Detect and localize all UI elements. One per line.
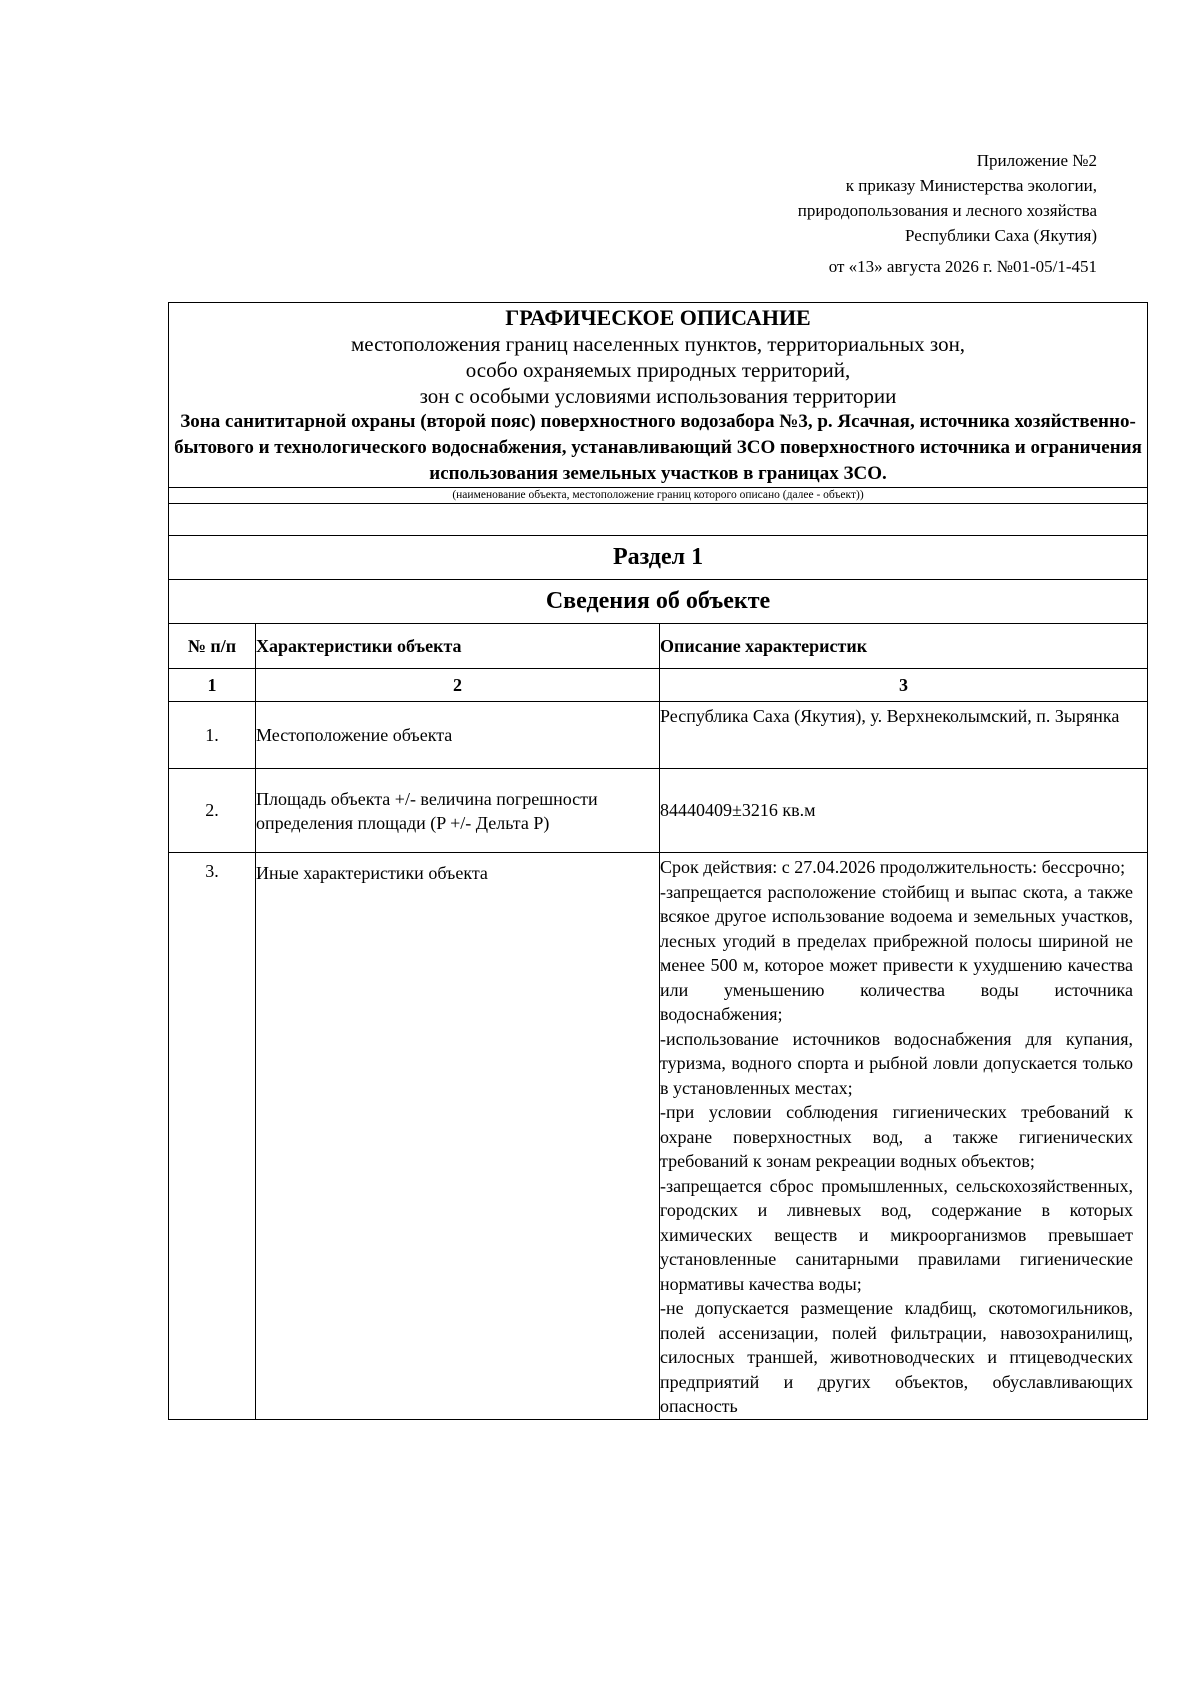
row-description — [660, 702, 1148, 769]
row-characteristic: Площадь объекта +/- величина погрешности определения площади (P +/- Дельта P) — [256, 769, 660, 853]
column-header: Характеристики объекта — [256, 624, 660, 669]
description-paragraph: -запрещается расположение стойбищ и выпас скота, а также всякое другое использование водоема и земельных участков, лесных угодий в пределах прибрежной полосы шириной не менее 500 м, которое может привести к ухудшению качества или уменьшению количества воды источника водоснабжения; — [660, 881, 1134, 1024]
row-characteristic: Местоположение объекта — [256, 702, 660, 769]
subsection-title: Сведения об объекте — [169, 580, 1148, 624]
description-table — [168, 302, 1148, 1420]
description-paragraph: Срок действия: с 27.04.2026 продолжительность: бессрочно; — [660, 857, 1126, 877]
object-name: Зона санититарной охраны (второй пояс) поверхностного водозабора №3, р. Ясачная, источника хозяйственно-бытового и технологического водоснабжения, устанавливающий ЗСО поверхностного источника и ограничения использования земельных участков в границах ЗСО. — [174, 411, 1142, 484]
document-header — [597, 148, 1097, 279]
document-title: ГРАФИЧЕСКОЕ ОПИСАНИЕ — [505, 305, 811, 330]
column-number: 2 — [256, 669, 660, 702]
object-caption: (наименование объекта, местоположение границ которого описано (далее - объект)) — [169, 488, 1148, 504]
table-row — [169, 853, 1148, 1420]
table-row — [169, 702, 1148, 769]
header-line: Республики Саха (Якутия) — [904, 226, 1097, 245]
header-line: Приложение №2 — [976, 151, 1097, 170]
section-title: Раздел 1 — [169, 536, 1148, 580]
row-description — [660, 853, 1148, 1420]
description-paragraph: -не допускается размещение кладбищ, скотомогильников, полей ассенизации, полей фильтрации, навозохранилищ, силосных траншей, животноводческих и птицеводческих предприятий и других объектов, обуславливающих опасность — [660, 1298, 1134, 1416]
column-header: № п/п — [169, 624, 256, 669]
row-description — [660, 769, 1148, 853]
title-subline: местоположения границ населенных пунктов, территориальных зон, — [350, 332, 966, 356]
row-number: 2. — [169, 769, 256, 853]
header-line: к приказу Министерства экологии, — [845, 176, 1097, 195]
order-reference: от «13» августа 2026 г. №01-05/1-451 — [828, 257, 1097, 276]
spacer-row — [169, 504, 1148, 536]
title-block — [169, 303, 1148, 488]
column-number: 1 — [169, 669, 256, 702]
description-paragraph: -использование источников водоснабжения для купания, туризма, водного спорта и рыбной ловли допускается только в установленных местах; — [660, 1028, 1134, 1098]
title-subline: зон с особыми условиями использования территории — [419, 384, 897, 408]
column-header: Описание характеристик — [660, 624, 1148, 669]
column-number: 3 — [660, 669, 1148, 702]
row-number: 1. — [169, 702, 256, 769]
row-characteristic: Иные характеристики объекта — [256, 853, 660, 1420]
table-row — [169, 769, 1148, 853]
header-line: природопользования и лесного хозяйства — [797, 201, 1097, 220]
description-paragraph: -запрещается сброс промышленных, сельскохозяйственных, городских и ливневых вод, содержание в которых химических веществ и микроорганизмов превышает установленные санитарными правилами гигиенические нормативы качества воды; — [660, 1175, 1134, 1294]
description-paragraph: -при условии соблюдения гигиенических требований к охране поверхностных вод, а также гигиенических требований к зонам рекреации водных объектов; — [660, 1102, 1134, 1171]
description-paragraph: Республика Саха (Якутия), у. Верхнеколымский, п. Зырянка — [660, 706, 1120, 726]
description-paragraph: 84440409±3216 кв.м — [660, 800, 816, 821]
row-number: 3. — [169, 853, 256, 1420]
title-subline: особо охраняемых природных территорий, — [465, 358, 851, 382]
